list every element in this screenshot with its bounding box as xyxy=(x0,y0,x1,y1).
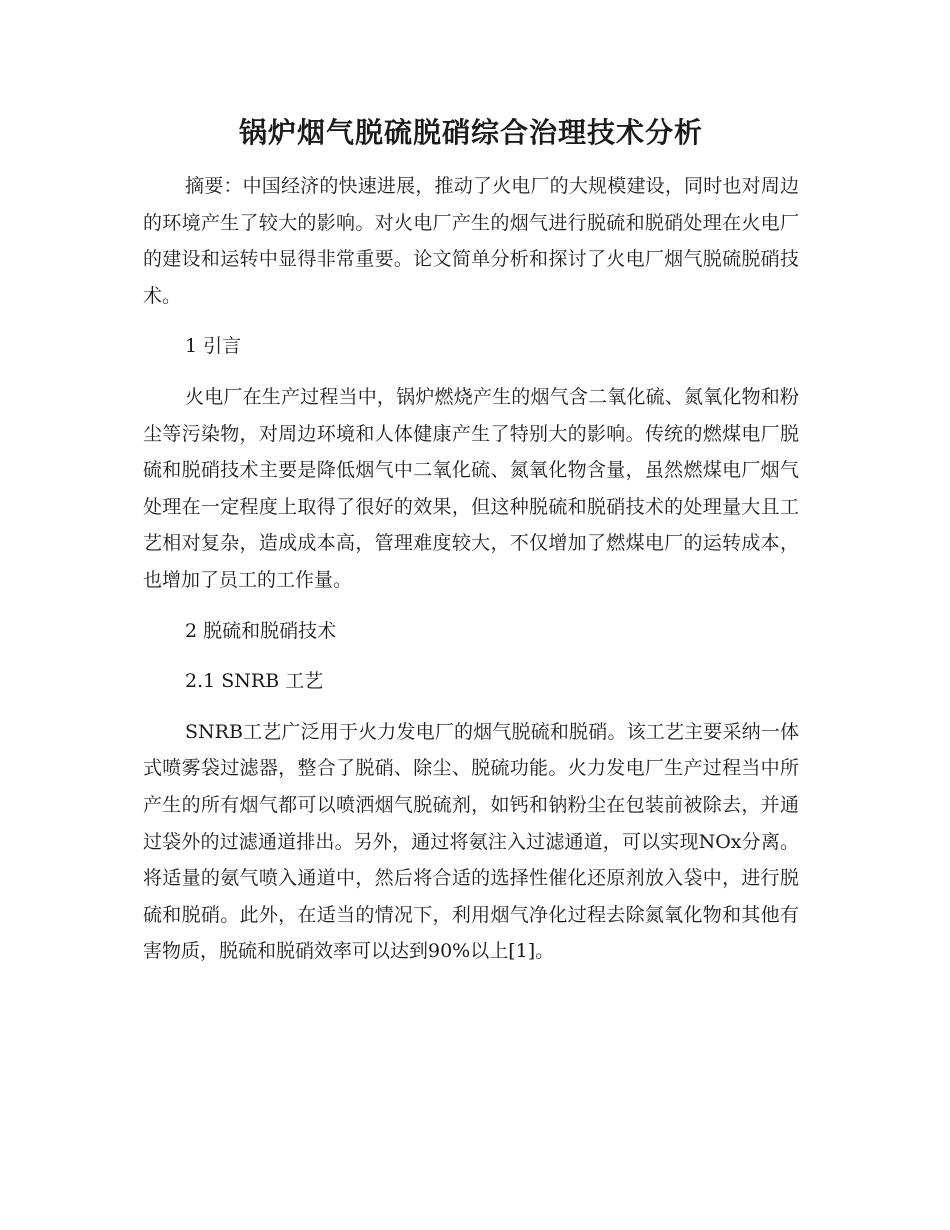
spacer xyxy=(143,599,799,613)
section-1-heading: 1 引言 xyxy=(185,335,242,358)
section-1-paragraph: 火电厂在生产过程当中，锅炉燃烧产生的烟气含二氧化硫、氮氧化物和粉尘等污染物，对周边环境和人体健康产生了特别大的影响。传统的燃煤电厂脱硫和脱硝技术主要是降低烟气中二氧化硫、氮氧化物含量，虽然燃煤电厂烟气处理在一定程度上取得了很好的效果，但这种脱硫和脱硝技术的处理量大且工艺相对复杂，造成成本高，管理难度较大，不仅增加了燃煤电厂的运转成本，也增加了员工的工作量。 xyxy=(143,385,799,591)
document-title: 锅炉烟气脱硫脱硝综合治理技术分析 xyxy=(238,116,703,149)
section-2-heading: 2 脱硫和脱硝技术 xyxy=(185,619,337,642)
section-2-1-paragraph: SNRB工艺广泛用于火力发电厂的烟气脱硫和脱硝。该工艺主要采纳一体式喷雾袋过滤器，整合了脱硝、除尘、脱硫功能。火力发电厂生产过程当中所产生的所有烟气都可以喷洒烟气脱硫剂，如钙和钠粉尘在包装前被除去，并通过袋外的过滤通道排出。另外，通过将氨注入过滤通道，可以实现NOx分离。将适量的氨气喷入通道中，然后将合适的选择性催化还原剂放入袋中，进行脱硫和脱硝。此外，在适当的情况下，利用烟气净化过程去除氮氧化物和其他有害物质，脱硫和脱硝效率可以达到90%以上[1]。 xyxy=(143,720,799,963)
spacer xyxy=(143,649,799,663)
abstract-paragraph: 摘要：中国经济的快速进展，推动了火电厂的大规模建设，同时也对周边的环境产生了较大的影响。对火电厂产生的烟气进行脱硫和脱硝处理在火电厂的建设和运转中显得非常重要。论文简单分析和探讨了火电厂烟气脱硫脱硝技术。 xyxy=(143,175,799,307)
spacer xyxy=(143,365,799,379)
spacer xyxy=(143,314,799,328)
document-page xyxy=(143,108,799,970)
section-2-1-heading: 2.1 SNRB 工艺 xyxy=(185,670,324,693)
spacer xyxy=(143,700,799,714)
